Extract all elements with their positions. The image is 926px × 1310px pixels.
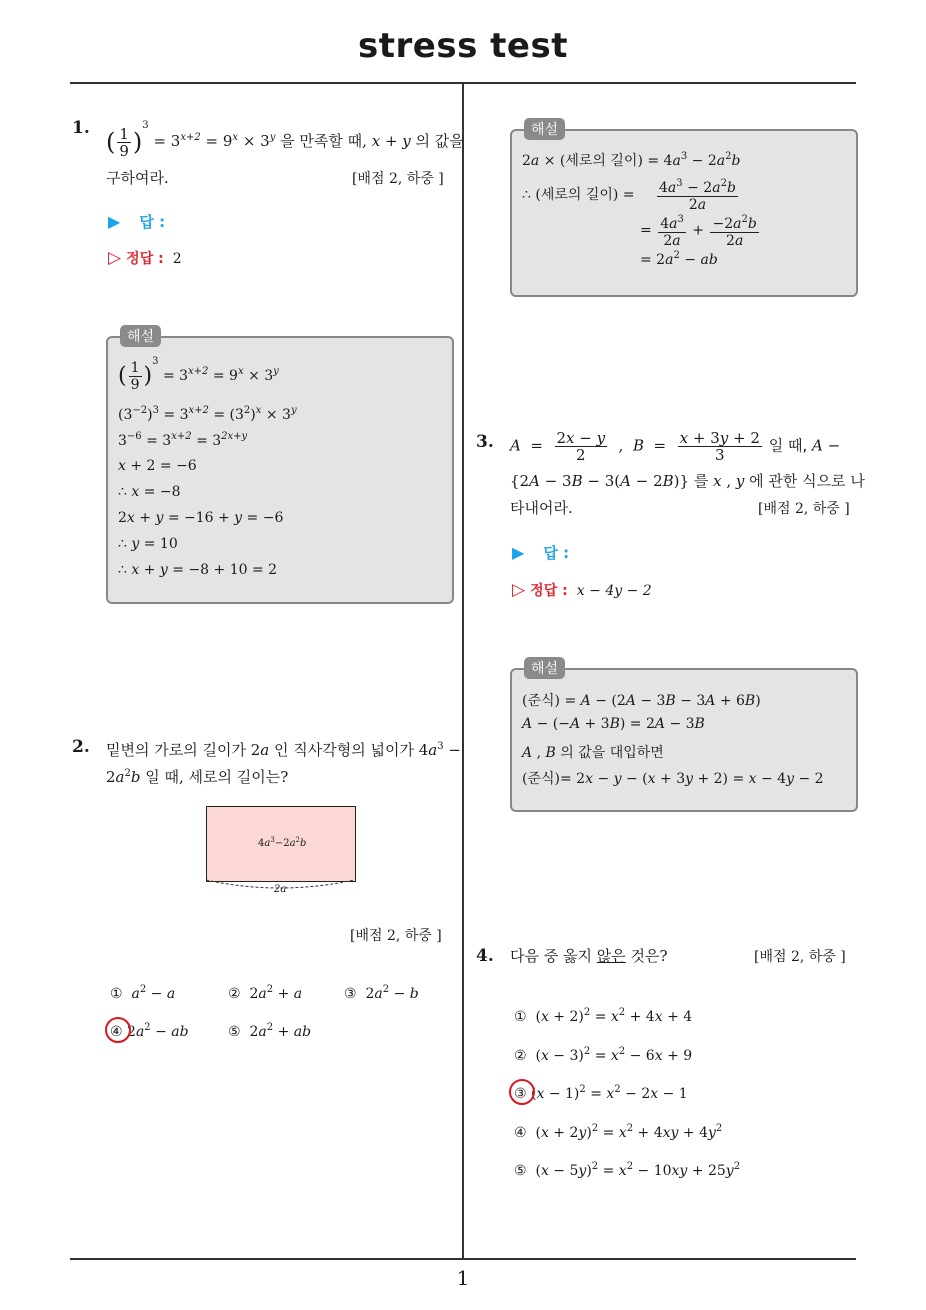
q3-text-4: 타내어라. [510,499,573,517]
q3-correct-row [512,580,652,600]
choice-mark: ③ [344,986,357,1002]
question-2-stem-line-1 [106,737,461,760]
q4-text-1: 다음 중 옳지 [510,947,592,965]
page-title: stress test [358,26,568,66]
q2-text-2: 인 직사각형의 넓이가 [274,741,414,759]
q3-text-3: 에 관한 식으로 나 [749,472,865,490]
question-1-stem [106,116,464,160]
question-4-number: 4. [476,946,494,966]
play-arrow-icon: ▶ [512,543,525,562]
choice-mark: ① [110,986,123,1002]
q1-text-3: 구하여라. [106,169,169,187]
q3-score: [배점 2, 하중 ] [758,501,850,517]
question-3-stem-line-1: A = $\frac{2x - y}{2}$ , B = $\frac{x + 3y + 2}{3}$ 일 때, A − [510,429,841,464]
q2-sol-frac-1: $\frac{4a^3 - 2a^2b}{2a}$ [659,178,736,213]
q2-sol-line-2: ∴ (세로의 길이) = [522,187,635,203]
q3-solution-tag: 해설 [524,657,565,679]
q1-sol-line-7: ∴ y = 10 [118,536,178,552]
q1-sol-line-2: $(3^{-2})^3 = 3^{x+2} = (3^2)^x \times 3^y$ [118,405,297,423]
column-divider [462,84,464,1258]
q2-choice-4[interactable]: ④ $2a^2$ − ab [110,1022,189,1040]
choice-mark: ⑤ [514,1163,527,1179]
q4-score: [배점 2, 하중 ] [754,949,846,965]
q1-sol-line-5: ∴ x = −8 [118,484,181,500]
q1-sol-line-6: 2x + y = −16 + y = −6 [118,510,284,526]
outline-arrow-icon: ▷ [512,580,526,600]
choice-mark: ② [228,986,241,1002]
q2-choice-1[interactable]: ① $a^2 - a$ [110,984,176,1002]
q2-sol-line-3: = $\frac{4a^3}{2a}$ + $\frac{-2a^2b}{2a}$ [640,214,757,249]
rectangle-base-label: 2a [274,884,287,895]
play-arrow-icon: ▶ [108,212,121,231]
q1-sol-line-1: ( $\frac{1}{9}$ )$^3 = 3^{x+2} = 9^x \times 3^y$ [118,356,279,393]
q3-text-1: 일 때, [768,436,808,455]
q2-base: 2a [250,741,270,759]
q1-equation: ( $\frac{1}{9}$ )$^3 = 3^{x+2} = 9^x \times 3^y$ [106,120,276,160]
q1-text-1: 을 만족할 때, [280,132,367,150]
q1-correct-label: 정답 : [126,251,164,267]
q2-solution-tag: 해설 [524,118,565,140]
choice-mark: ④ [110,1024,123,1040]
outline-arrow-icon: ▷ [108,248,122,268]
choice-mark: ⑤ [228,1024,241,1040]
q2-choice-2[interactable]: ② $2a^2 + a$ [228,984,303,1002]
q1-sol-line-4: x + 2 = −6 [118,458,197,474]
q2-choice-3[interactable]: ③ $2a^2 - b$ [344,984,419,1002]
q1-sol-line-8: ∴ x + y = −8 + 10 = 2 [118,562,278,578]
q2-sol-line-4: = $2a^2$ − ab [640,250,718,268]
q1-expr: x + y [371,132,411,150]
q1-answer-row [108,211,165,232]
q2-text-3: 일 때, 세로의 길이는? [145,768,289,786]
q1-score: [배점 2, 하중 ] [352,171,444,187]
question-2-stem-line-2 [106,764,288,787]
q3-answer-row [512,542,569,563]
q3-sol-line-2: A − (−A + 3B) = 2A − 3B [522,716,705,732]
question-3-number: 3. [476,432,494,452]
q4-choice-4[interactable]: ④ $(x + 2y)^2 = x^2 + 4xy + 4y^2$ [514,1123,723,1141]
question-4-stem [510,946,668,966]
q2-area-2: $2a^2b$ [106,768,141,786]
q3-correct-value: x − 4y − 2 [576,583,652,599]
q4-text-2: 것은? [630,947,668,965]
q3-answer-label: 답 : [543,544,570,562]
q3-correct-label: 정답 : [530,583,568,599]
q2-selected-mark [105,1017,131,1043]
q3-sol-line-4: (준식)= 2x − y − (x + 3y + 2) = x − 4y − 2 [522,771,824,787]
q1-correct-row [108,248,182,268]
q1-text-2: 의 값을 [415,132,464,150]
q2-area-1: $4a^3$ − [418,741,461,759]
q1-correct-value: 2 [172,251,182,267]
q3-text-2: 를 [693,472,709,490]
choice-mark: ③ [514,1086,527,1102]
q1-sol-line-3: $3^{-6} = 3^{x+2} = 3^{2x+y}$ [118,431,248,449]
q4-underlined-text: 않은 [596,947,626,965]
choice-mark: ② [514,1048,527,1064]
q1-answer-label: 답 : [139,213,166,231]
question-3-stem-line-2: {2A − 3B − 3(A − 2B)} 를 x , y 에 관한 식으로 나 [510,472,865,490]
q2-choice-5[interactable]: ⑤ $2a^2$ + ab [228,1022,312,1040]
rectangle-area-label: $4a^3-2a^2b$ [258,836,307,849]
q4-choice-2[interactable]: ② $(x - 3)^2 = x^2 - 6x + 9$ [514,1046,693,1064]
footer-rule [70,1258,856,1260]
question-2-number: 2. [72,737,90,757]
q3-sol-line-3: A , B 의 값을 대입하면 [522,745,664,761]
q4-selected-mark [509,1079,535,1105]
q2-score: [배점 2, 하중 ] [350,928,442,944]
page-number: 1 [456,1266,470,1290]
q3-sol-text: 의 값을 대입하면 [560,745,664,761]
choice-mark: ① [514,1009,527,1025]
q1-solution-tag: 해설 [120,325,161,347]
q3-sol-line-1: (준식) = A − (2A − 3B − 3A + 6B) [522,693,761,709]
q4-choice-3[interactable]: ③ $(x - 1)^2 = x^2 - 2x - 1$ [514,1084,688,1102]
q2-text-1: 밑변의 가로의 길이가 [106,741,246,759]
question-1-number: 1. [72,118,90,138]
q4-choice-1[interactable]: ① $(x + 2)^2 = x^2 + 4x + 4$ [514,1007,693,1025]
q2-sol-line-1: 2a × (세로의 길이) = $4a^3 - 2a^2b$ [522,151,741,169]
q4-choice-5[interactable]: ⑤ $(x - 5y)^2 = x^2 - 10xy + 25y^2$ [514,1161,741,1179]
choice-mark: ④ [514,1125,527,1141]
